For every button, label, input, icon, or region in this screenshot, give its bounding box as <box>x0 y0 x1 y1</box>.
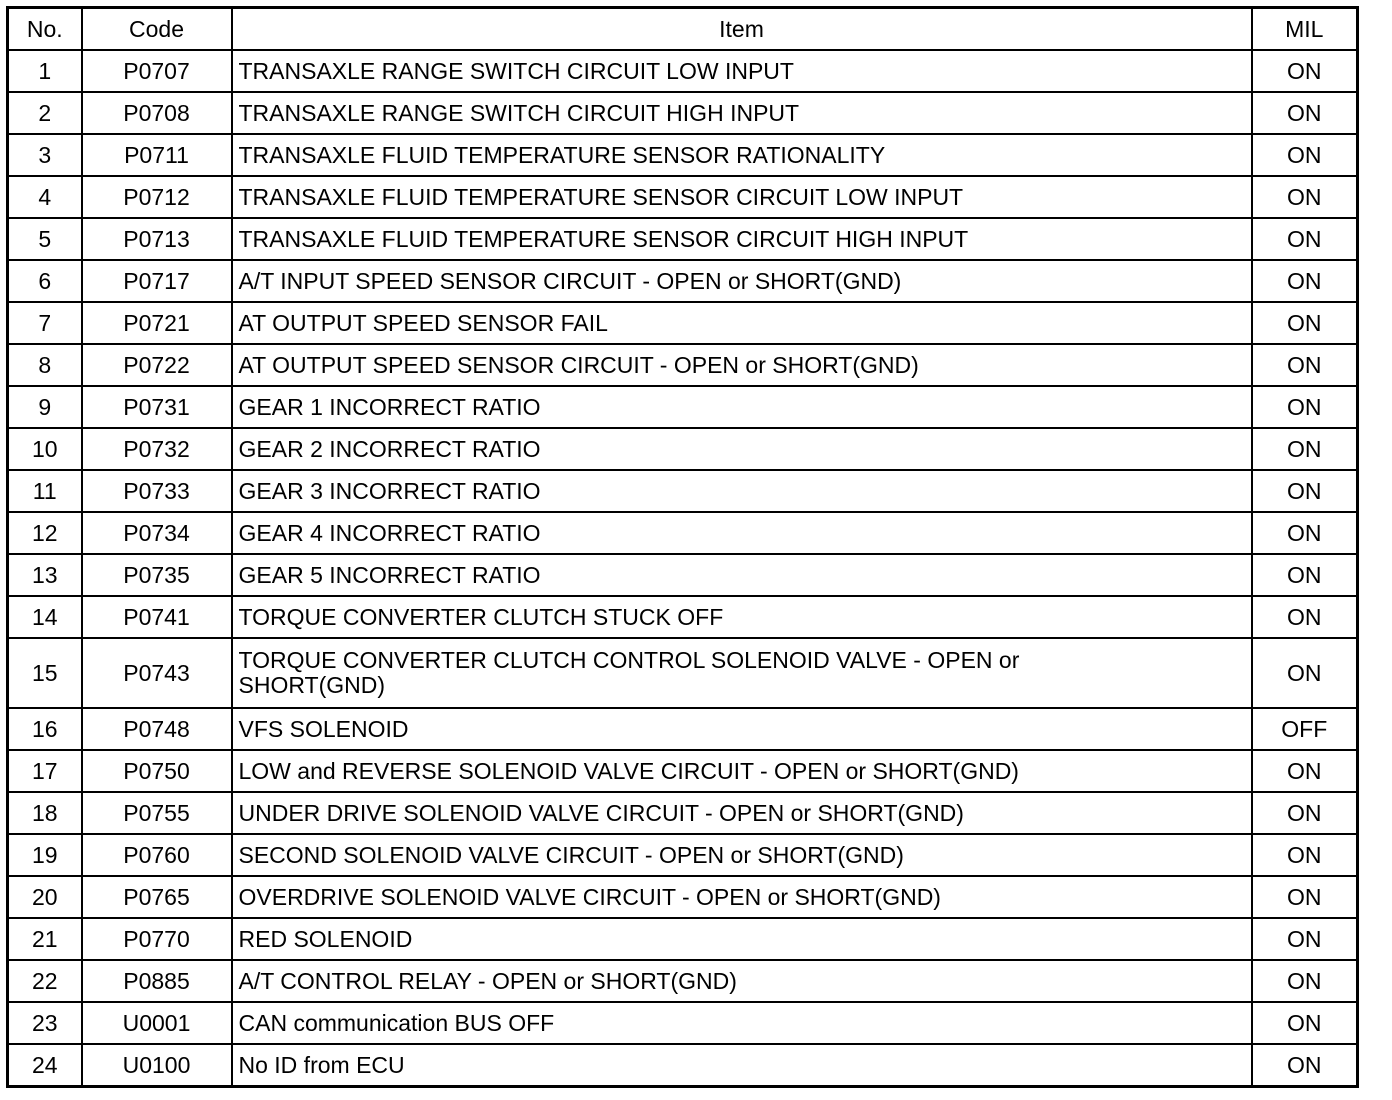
row-code: P0735 <box>82 554 232 596</box>
row-code: P0734 <box>82 512 232 554</box>
row-no: 23 <box>8 1002 82 1044</box>
dtc-table <box>6 6 1359 1088</box>
row-no: 2 <box>8 92 82 134</box>
row-code: P0711 <box>82 134 232 176</box>
table-row <box>8 596 1358 638</box>
row-code: P0741 <box>82 596 232 638</box>
table-row <box>8 960 1358 1002</box>
row-no: 22 <box>8 960 82 1002</box>
row-mil: ON <box>1252 302 1358 344</box>
row-mil: ON <box>1252 134 1358 176</box>
row-code: P0755 <box>82 792 232 834</box>
table-row <box>8 470 1358 512</box>
row-no: 7 <box>8 302 82 344</box>
row-mil: ON <box>1252 1044 1358 1087</box>
row-mil: ON <box>1252 876 1358 918</box>
row-no: 14 <box>8 596 82 638</box>
row-mil: ON <box>1252 638 1358 708</box>
row-no: 17 <box>8 750 82 792</box>
row-code: P0712 <box>82 176 232 218</box>
table-row <box>8 918 1358 960</box>
row-item: RED SOLENOID <box>232 918 1252 960</box>
table-row <box>8 218 1358 260</box>
row-no: 3 <box>8 134 82 176</box>
row-mil: ON <box>1252 470 1358 512</box>
row-mil: ON <box>1252 386 1358 428</box>
header-no: No. <box>8 8 82 51</box>
row-item: GEAR 5 INCORRECT RATIO <box>232 554 1252 596</box>
table-row <box>8 50 1358 92</box>
row-item: TRANSAXLE FLUID TEMPERATURE SENSOR CIRCUIT LOW INPUT <box>232 176 1252 218</box>
row-mil: ON <box>1252 792 1358 834</box>
table-row <box>8 302 1358 344</box>
header-mil: MIL <box>1252 8 1358 51</box>
row-mil: ON <box>1252 918 1358 960</box>
row-item: A/T CONTROL RELAY - OPEN or SHORT(GND) <box>232 960 1252 1002</box>
row-no: 8 <box>8 344 82 386</box>
table-row <box>8 1044 1358 1087</box>
row-item: No ID from ECU <box>232 1044 1252 1087</box>
table-row <box>8 260 1358 302</box>
row-mil: ON <box>1252 218 1358 260</box>
row-mil: ON <box>1252 92 1358 134</box>
row-no: 13 <box>8 554 82 596</box>
row-code: P0722 <box>82 344 232 386</box>
table-row <box>8 512 1358 554</box>
table-row <box>8 176 1358 218</box>
table-row <box>8 344 1358 386</box>
table-row <box>8 386 1358 428</box>
row-item: A/T INPUT SPEED SENSOR CIRCUIT - OPEN or SHORT(GND) <box>232 260 1252 302</box>
header-item: Item <box>232 8 1252 51</box>
row-mil: ON <box>1252 1002 1358 1044</box>
row-no: 15 <box>8 638 82 708</box>
row-code: P0717 <box>82 260 232 302</box>
row-mil: OFF <box>1252 708 1358 750</box>
row-item: CAN communication BUS OFF <box>232 1002 1252 1044</box>
table-row <box>8 92 1358 134</box>
row-no: 18 <box>8 792 82 834</box>
row-item: TRANSAXLE RANGE SWITCH CIRCUIT LOW INPUT <box>232 50 1252 92</box>
row-no: 10 <box>8 428 82 470</box>
table-row <box>8 834 1358 876</box>
row-no: 1 <box>8 50 82 92</box>
table-row <box>8 428 1358 470</box>
row-code: U0001 <box>82 1002 232 1044</box>
row-code: P0748 <box>82 708 232 750</box>
row-mil: ON <box>1252 960 1358 1002</box>
row-code: P0750 <box>82 750 232 792</box>
row-item: LOW and REVERSE SOLENOID VALVE CIRCUIT - OPEN or SHORT(GND) <box>232 750 1252 792</box>
table-row <box>8 1002 1358 1044</box>
row-item: AT OUTPUT SPEED SENSOR CIRCUIT - OPEN or SHORT(GND) <box>232 344 1252 386</box>
row-mil: ON <box>1252 750 1358 792</box>
row-code: P0733 <box>82 470 232 512</box>
table-row <box>8 638 1358 708</box>
row-no: 6 <box>8 260 82 302</box>
table-row <box>8 554 1358 596</box>
row-item: TRANSAXLE FLUID TEMPERATURE SENSOR CIRCUIT HIGH INPUT <box>232 218 1252 260</box>
header-code: Code <box>82 8 232 51</box>
row-mil: ON <box>1252 554 1358 596</box>
row-mil: ON <box>1252 260 1358 302</box>
table-row <box>8 708 1358 750</box>
row-code: P0713 <box>82 218 232 260</box>
row-item: TORQUE CONVERTER CLUTCH CONTROL SOLENOID VALVE - OPEN or SHORT(GND) <box>232 638 1252 708</box>
row-code: U0100 <box>82 1044 232 1087</box>
row-mil: ON <box>1252 596 1358 638</box>
row-code: P0765 <box>82 876 232 918</box>
row-code: P0760 <box>82 834 232 876</box>
header-row <box>8 8 1358 51</box>
row-no: 24 <box>8 1044 82 1087</box>
row-item: GEAR 1 INCORRECT RATIO <box>232 386 1252 428</box>
row-no: 19 <box>8 834 82 876</box>
row-mil: ON <box>1252 834 1358 876</box>
row-item: VFS SOLENOID <box>232 708 1252 750</box>
row-code: P0731 <box>82 386 232 428</box>
row-no: 21 <box>8 918 82 960</box>
row-no: 4 <box>8 176 82 218</box>
table-row <box>8 134 1358 176</box>
row-item: GEAR 2 INCORRECT RATIO <box>232 428 1252 470</box>
row-code: P0732 <box>82 428 232 470</box>
row-mil: ON <box>1252 176 1358 218</box>
row-item: TRANSAXLE FLUID TEMPERATURE SENSOR RATIONALITY <box>232 134 1252 176</box>
row-code: P0708 <box>82 92 232 134</box>
row-mil: ON <box>1252 344 1358 386</box>
row-no: 16 <box>8 708 82 750</box>
row-mil: ON <box>1252 512 1358 554</box>
table-row <box>8 792 1358 834</box>
row-no: 5 <box>8 218 82 260</box>
row-item: SECOND SOLENOID VALVE CIRCUIT - OPEN or SHORT(GND) <box>232 834 1252 876</box>
row-code: P0770 <box>82 918 232 960</box>
row-item: TORQUE CONVERTER CLUTCH STUCK OFF <box>232 596 1252 638</box>
row-code: P0707 <box>82 50 232 92</box>
row-code: P0885 <box>82 960 232 1002</box>
row-no: 11 <box>8 470 82 512</box>
table-row <box>8 876 1358 918</box>
row-item: TRANSAXLE RANGE SWITCH CIRCUIT HIGH INPUT <box>232 92 1252 134</box>
row-code: P0743 <box>82 638 232 708</box>
row-item: UNDER DRIVE SOLENOID VALVE CIRCUIT - OPEN or SHORT(GND) <box>232 792 1252 834</box>
row-no: 12 <box>8 512 82 554</box>
row-no: 9 <box>8 386 82 428</box>
row-item: AT OUTPUT SPEED SENSOR FAIL <box>232 302 1252 344</box>
row-item: OVERDRIVE SOLENOID VALVE CIRCUIT - OPEN or SHORT(GND) <box>232 876 1252 918</box>
row-code: P0721 <box>82 302 232 344</box>
table-row <box>8 750 1358 792</box>
row-item: GEAR 4 INCORRECT RATIO <box>232 512 1252 554</box>
row-no: 20 <box>8 876 82 918</box>
row-item: GEAR 3 INCORRECT RATIO <box>232 470 1252 512</box>
row-mil: ON <box>1252 428 1358 470</box>
row-mil: ON <box>1252 50 1358 92</box>
